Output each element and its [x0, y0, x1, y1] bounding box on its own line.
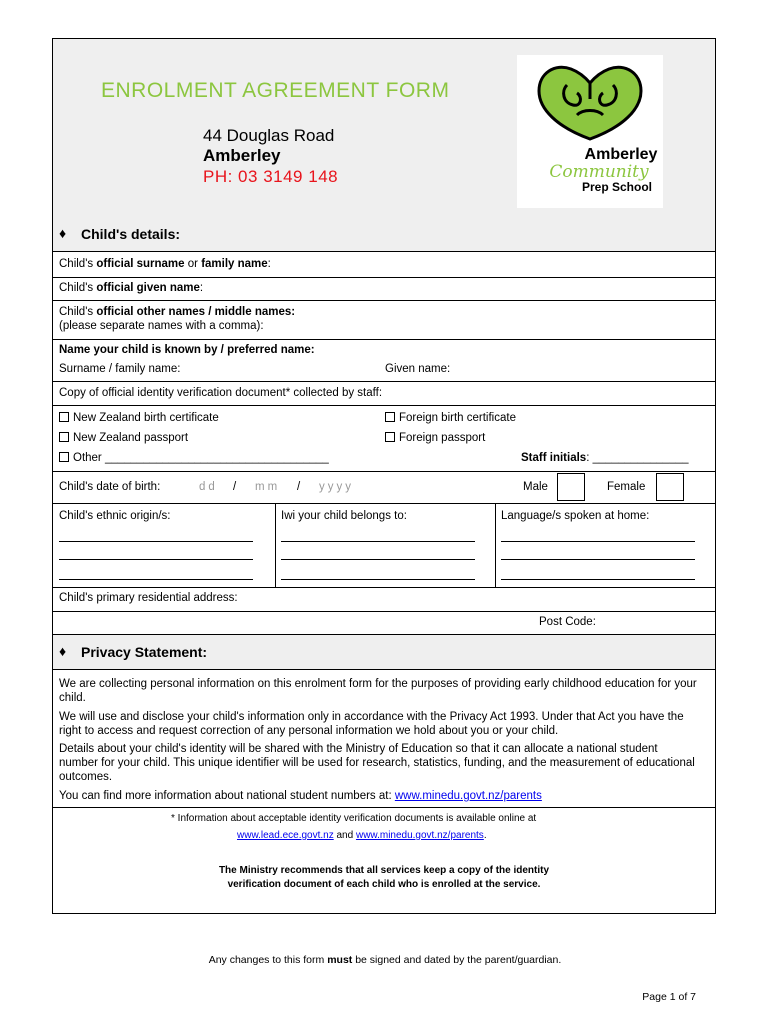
checkbox-icon: [59, 412, 69, 422]
language-line-2[interactable]: [501, 559, 695, 560]
known-surname-label: Surname / family name:: [59, 363, 181, 375]
phone-number: PH: 03 3149 148: [203, 167, 339, 186]
foreign-passport-checkbox[interactable]: Foreign passport: [385, 432, 485, 444]
iwi-line-1[interactable]: [281, 541, 475, 542]
checkbox-icon: [385, 412, 395, 422]
female-label: Female: [607, 481, 646, 493]
form-title: ENROLMENT AGREEMENT FORM: [101, 79, 450, 102]
male-checkbox[interactable]: [557, 473, 585, 501]
minedu-parents-link[interactable]: www.minedu.govt.nz/parents: [394, 790, 542, 802]
school-logo: [517, 55, 663, 208]
iwi-line-2[interactable]: [281, 559, 475, 560]
childs-details-heading: [53, 217, 715, 252]
checkbox-icon: [385, 432, 395, 442]
language-line-3[interactable]: [501, 579, 695, 580]
privacy-paragraph-4: You can find more information about national student numbers at: www.minedu.govt.nz/parents: [59, 790, 542, 802]
heart-logo-icon: [517, 55, 663, 208]
privacy-paragraph-3: Details about your child's identity will be shared with the Ministry of Education so that it can allocate a national student number for your child. This unique identifier will be used for research, statistics, funding, and the measurement of educational outcomes.: [59, 743, 695, 783]
dob-day-placeholder[interactable]: dd: [199, 481, 218, 493]
ethnic-line-1[interactable]: [59, 541, 253, 542]
dob-label: Child's date of birth:: [59, 481, 161, 493]
svg-text:Community: Community: [549, 162, 649, 182]
ethnic-line-3[interactable]: [59, 579, 253, 580]
ethnic-line-2[interactable]: [59, 559, 253, 560]
dob-separator: /: [233, 481, 237, 493]
page-number: Page 1 of 7: [642, 991, 696, 1003]
other-document-checkbox[interactable]: Other ___________________________________: [59, 452, 329, 464]
address-street: 44 Douglas Road: [203, 126, 335, 145]
given-name-label: Child's official given name:: [59, 282, 204, 294]
surname-label: Child's official surname or family name:: [59, 258, 271, 270]
lead-ece-link[interactable]: www.lead.ece.govt.nz: [237, 830, 334, 841]
footer-note: Any changes to this form must be signed and dated by the parent/guardian.: [208, 954, 562, 966]
post-code-label: Post Code:: [539, 616, 596, 628]
svg-text:Amberley: Amberley: [584, 146, 658, 163]
ministry-recommendation-2: verification document of each child who is enrolled at the service.: [227, 879, 541, 890]
other-names-label: Child's official other names / middle names:: [59, 306, 296, 318]
iwi-line-3[interactable]: [281, 579, 475, 580]
id-info-links: www.lead.ece.govt.nz and www.minedu.govt.nz/parents.: [237, 830, 487, 841]
ministry-recommendation-1: The Ministry recommends that all services keep a copy of the identity: [218, 865, 550, 876]
dob-year-placeholder[interactable]: yyyy: [319, 481, 354, 493]
ethnic-origin-label: Child's ethnic origin/s:: [59, 510, 171, 522]
diamond-bullet-icon: ♦: [59, 225, 67, 241]
checkbox-icon: [59, 452, 69, 462]
section-title: Privacy Statement:: [81, 644, 208, 660]
dob-month-placeholder[interactable]: mm: [255, 481, 281, 493]
nz-birth-certificate-checkbox[interactable]: New Zealand birth certificate: [59, 412, 219, 424]
minedu-parents-link-2[interactable]: www.minedu.govt.nz/parents: [355, 830, 484, 841]
id-info-note: * Information about acceptable identity verification documents is available online at: [171, 813, 537, 824]
privacy-heading: [53, 635, 715, 670]
address-town: Amberley: [203, 146, 281, 165]
nz-passport-checkbox[interactable]: New Zealand passport: [59, 432, 188, 444]
enrolment-form: [52, 38, 716, 914]
svg-text:Prep School: Prep School: [581, 180, 653, 194]
other-names-note: (please separate names with a comma):: [59, 320, 264, 332]
female-checkbox[interactable]: [656, 473, 684, 501]
known-by-label: Name your child is known by / preferred name:: [59, 344, 315, 356]
iwi-label: Iwi your child belongs to:: [281, 510, 407, 522]
form-header: [53, 39, 715, 218]
privacy-paragraph-1: We are collecting personal information on this enrolment form for the purposes of providing early childhood education for your child.: [59, 678, 697, 704]
section-title: Child's details:: [81, 226, 181, 242]
checkbox-icon: [59, 432, 69, 442]
language-line-1[interactable]: [501, 541, 695, 542]
language-label: Language/s spoken at home:: [501, 510, 650, 522]
diamond-bullet-icon: ♦: [59, 643, 67, 659]
dob-separator: /: [297, 481, 301, 493]
privacy-paragraph-2: We will use and disclose your child's information only in accordance with the Privacy Act 1993. Under that Act you have the right to access and request correction of any personal information we hold about you or your child.: [59, 711, 684, 737]
id-document-label: Copy of official identity verification document* collected by staff:: [59, 387, 383, 399]
address-label: Child's primary residential address:: [59, 592, 238, 604]
foreign-birth-certificate-checkbox[interactable]: Foreign birth certificate: [385, 412, 516, 424]
male-label: Male: [523, 481, 548, 493]
staff-initials-field[interactable]: Staff initials: _______________: [521, 452, 689, 464]
known-given-label: Given name:: [385, 363, 451, 375]
